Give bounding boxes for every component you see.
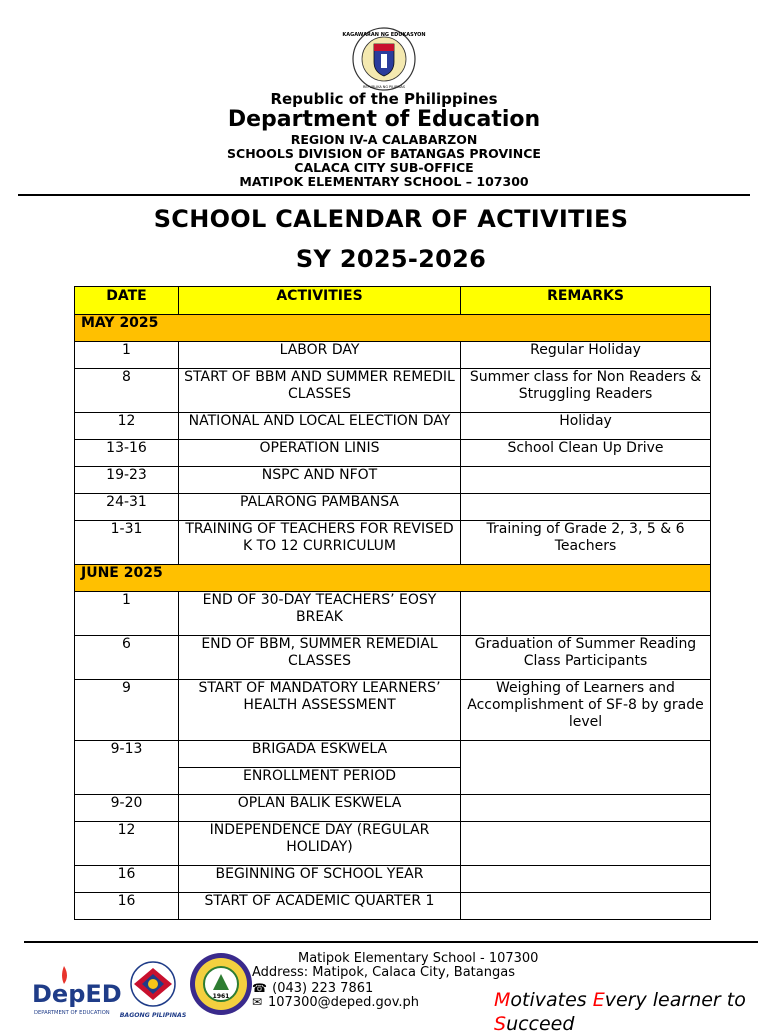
remarks-cell bbox=[461, 741, 711, 795]
email-address: 107300@deped.gov.ph bbox=[268, 995, 420, 1010]
activity-cell: BEGINNING OF SCHOOL YEAR bbox=[179, 866, 461, 893]
month-label: MAY 2025 bbox=[75, 315, 711, 342]
school-year-title: SY 2025-2026 bbox=[295, 245, 487, 273]
footer-divider bbox=[24, 941, 758, 943]
date-cell: 12 bbox=[75, 413, 179, 440]
mail-icon: ✉ bbox=[252, 995, 263, 1009]
phone-number: (043) 223 7861 bbox=[268, 981, 374, 996]
motto-e-rest: very learner to bbox=[604, 989, 746, 1011]
school-heading: MATIPOK ELEMENTARY SCHOOL – 107300 bbox=[239, 174, 529, 189]
school-logo bbox=[189, 952, 253, 1016]
remarks-cell bbox=[461, 822, 711, 866]
footer-email bbox=[252, 995, 419, 1010]
date-cell: 6 bbox=[75, 636, 179, 680]
remarks-cell: Weighing of Learners and Accomplishment of SF-8 by grade level bbox=[461, 680, 711, 741]
republic-heading: Republic of the Philippines bbox=[270, 90, 498, 108]
bagong-pilipinas-logo bbox=[120, 956, 186, 1020]
school-motto bbox=[494, 988, 746, 1036]
deped-logo-text: DepED bbox=[32, 980, 122, 1008]
motto-s: S bbox=[494, 1013, 507, 1035]
remarks-cell bbox=[461, 494, 711, 521]
remarks-cell: School Clean Up Drive bbox=[461, 440, 711, 467]
date-cell: 9 bbox=[75, 680, 179, 741]
remarks-cell bbox=[461, 795, 711, 822]
activity-cell: START OF MANDATORY LEARNERS’ HEALTH ASSESSMENT bbox=[179, 680, 461, 741]
footer-address: Address: Matipok, Calaca City, Batangas bbox=[252, 965, 515, 980]
department-heading: Department of Education bbox=[227, 107, 541, 132]
table-row bbox=[75, 866, 711, 893]
deped-logo bbox=[30, 962, 122, 1020]
remarks-cell: Summer class for Non Readers & Struggling Readers bbox=[461, 369, 711, 413]
date-cell: 24-31 bbox=[75, 494, 179, 521]
table-row bbox=[75, 521, 711, 565]
seal-text: KAGAWARAN NG EDUKASYON bbox=[342, 32, 426, 38]
date-cell: 8 bbox=[75, 369, 179, 413]
motto-e: E bbox=[592, 989, 605, 1011]
activity-cell: LABOR DAY bbox=[179, 342, 461, 369]
remarks-cell bbox=[461, 467, 711, 494]
table-row bbox=[75, 369, 711, 413]
date-cell: 1 bbox=[75, 592, 179, 636]
date-column-header: DATE bbox=[75, 287, 179, 315]
activity-cell: BRIGADA ESKWELA bbox=[179, 741, 461, 768]
activity-cell: TRAINING OF TEACHERS FOR REVISED K TO 12 CURRICULUM bbox=[179, 521, 461, 565]
table-row bbox=[75, 413, 711, 440]
table-row bbox=[75, 795, 711, 822]
bagong-pilipinas-text: BAGONG PILIPINAS bbox=[119, 1012, 187, 1019]
date-cell: 9-20 bbox=[75, 795, 179, 822]
table-row bbox=[75, 467, 711, 494]
school-logo-year: 1961 bbox=[212, 993, 230, 1000]
region-heading: REGION IV-A CALABARZON bbox=[290, 132, 478, 147]
motto-m: M bbox=[494, 989, 511, 1011]
remarks-cell: Holiday bbox=[461, 413, 711, 440]
motto-line-2 bbox=[494, 1012, 746, 1036]
date-cell: 19-23 bbox=[75, 467, 179, 494]
table-row bbox=[75, 893, 711, 920]
remarks-cell bbox=[461, 866, 711, 893]
division-heading: SCHOOLS DIVISION OF BATANGAS PROVINCE bbox=[227, 146, 541, 161]
table-header-row bbox=[75, 287, 711, 315]
deped-logo-subtext: DEPARTMENT OF EDUCATION bbox=[34, 1010, 110, 1016]
remarks-column-header: REMARKS bbox=[461, 287, 711, 315]
calendar-title: SCHOOL CALENDAR OF ACTIVITIES bbox=[153, 205, 629, 233]
activity-cell: ENROLLMENT PERIOD bbox=[179, 768, 461, 795]
footer-phone bbox=[252, 981, 373, 996]
activity-cell: START OF ACADEMIC QUARTER 1 bbox=[179, 893, 461, 920]
activity-cell: PALARONG PAMBANSA bbox=[179, 494, 461, 521]
table-row bbox=[75, 636, 711, 680]
footer-school-name: Matipok Elementary School - 107300 bbox=[298, 951, 539, 966]
activity-cell: NSPC AND NFOT bbox=[179, 467, 461, 494]
table-row bbox=[75, 741, 711, 768]
activities-column-header: ACTIVITIES bbox=[179, 287, 461, 315]
date-cell: 1 bbox=[75, 342, 179, 369]
date-cell: 1-31 bbox=[75, 521, 179, 565]
date-cell: 16 bbox=[75, 866, 179, 893]
activity-cell: OPLAN BALIK ESKWELA bbox=[179, 795, 461, 822]
date-cell: 9-13 bbox=[75, 741, 179, 795]
remarks-cell bbox=[461, 893, 711, 920]
month-label: JUNE 2025 bbox=[75, 565, 711, 592]
date-cell: 13-16 bbox=[75, 440, 179, 467]
motto-m-rest: otivates bbox=[510, 989, 593, 1011]
activity-cell: END OF 30-DAY TEACHERS’ EOSY BREAK bbox=[179, 592, 461, 636]
sub-office-heading: CALACA CITY SUB-OFFICE bbox=[294, 160, 474, 175]
month-row-june bbox=[75, 565, 711, 592]
motto-s-rest: ucceed bbox=[506, 1013, 575, 1035]
header-divider bbox=[18, 194, 750, 196]
seal-subtext: REPUBLIKA NG PILIPINAS bbox=[362, 85, 406, 89]
month-row-may bbox=[75, 315, 711, 342]
remarks-cell bbox=[461, 592, 711, 636]
date-cell: 12 bbox=[75, 822, 179, 866]
remarks-cell: Graduation of Summer Reading Class Participants bbox=[461, 636, 711, 680]
activity-cell: START OF BBM AND SUMMER REMEDIL CLASSES bbox=[179, 369, 461, 413]
activity-cell: NATIONAL AND LOCAL ELECTION DAY bbox=[179, 413, 461, 440]
activity-cell: OPERATION LINIS bbox=[179, 440, 461, 467]
table-row bbox=[75, 494, 711, 521]
date-cell: 16 bbox=[75, 893, 179, 920]
remarks-cell: Regular Holiday bbox=[461, 342, 711, 369]
table-row bbox=[75, 440, 711, 467]
table-row bbox=[75, 342, 711, 369]
table-row bbox=[75, 680, 711, 741]
motto-line-1 bbox=[494, 988, 746, 1012]
remarks-cell: Training of Grade 2, 3, 5 & 6 Teachers bbox=[461, 521, 711, 565]
table-row bbox=[75, 592, 711, 636]
calendar-table bbox=[74, 286, 711, 920]
activity-cell: INDEPENDENCE DAY (REGULAR HOLIDAY) bbox=[179, 822, 461, 866]
phone-icon: ☎ bbox=[252, 981, 267, 995]
table-row bbox=[75, 822, 711, 866]
deped-seal bbox=[342, 26, 426, 92]
activity-cell: END OF BBM, SUMMER REMEDIAL CLASSES bbox=[179, 636, 461, 680]
